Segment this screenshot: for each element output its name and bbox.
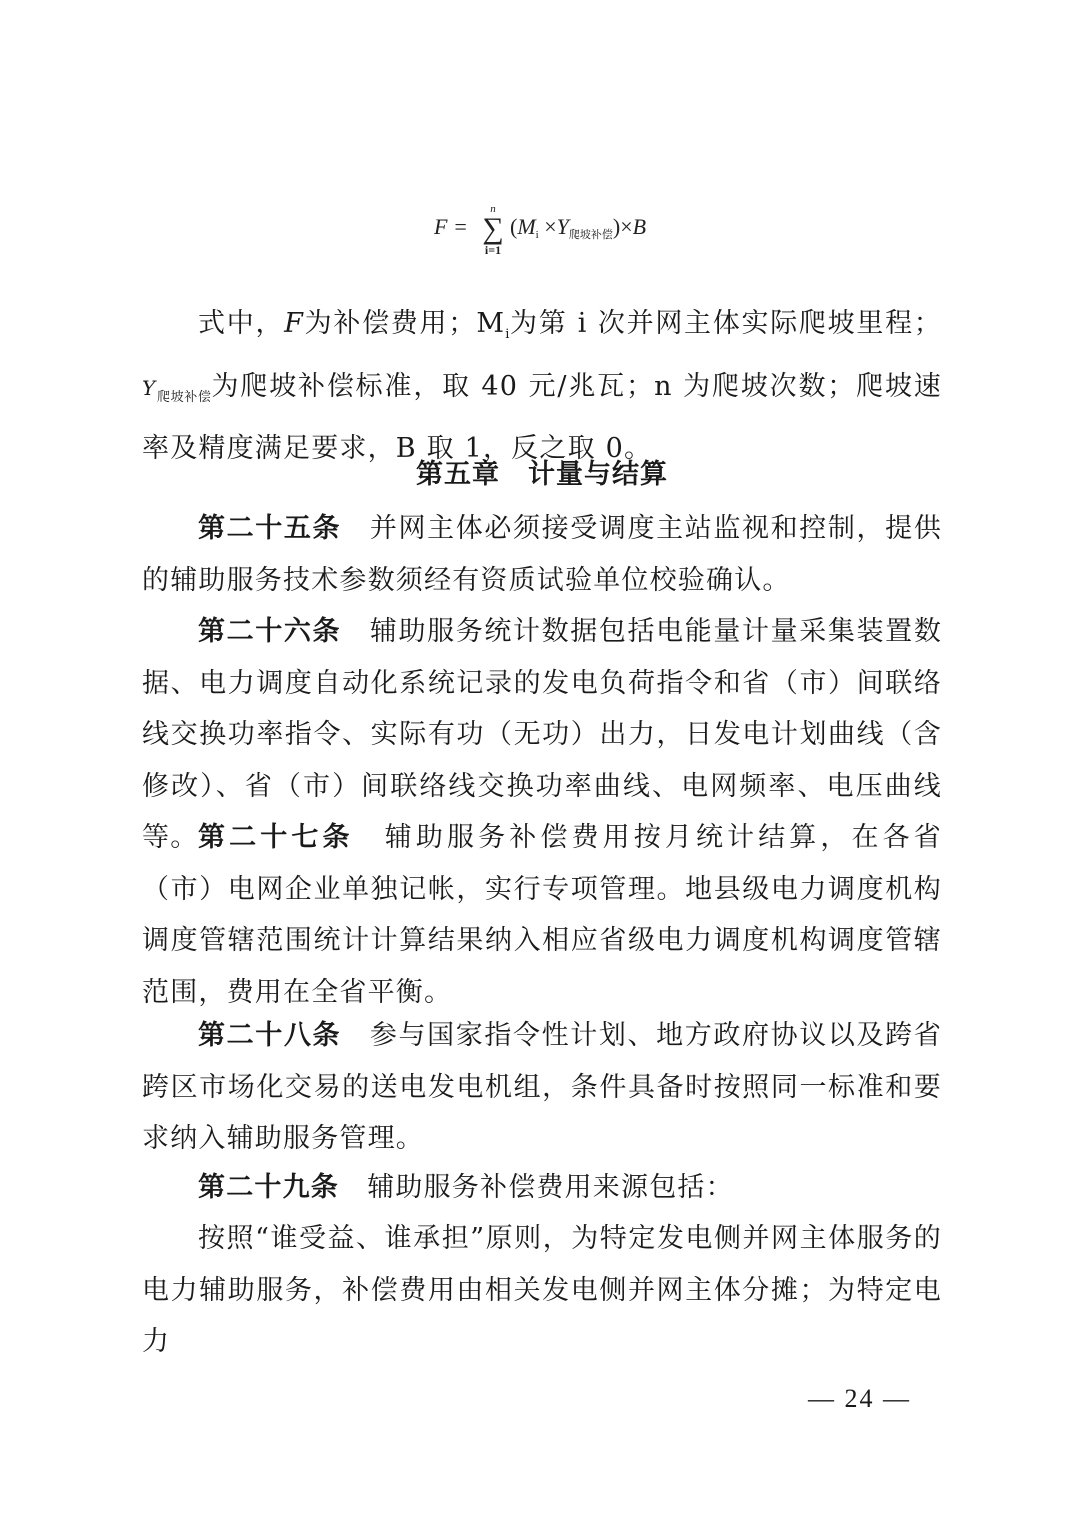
sigma-glyph: ∑ (482, 212, 504, 245)
formula-lhs: F = (434, 214, 468, 239)
formula-rhs (510, 214, 646, 242)
formula-y-sub: 爬坡补偿 (568, 229, 613, 241)
var-f: F (284, 308, 305, 339)
article-heading: 第二十六条 (198, 616, 342, 647)
paragraph-cost-sharing: 按照“谁受益、谁承担”原则，为特定发电侧并网主体服务的电力辅助服务，补偿费用由相关发电侧并网主体分摊；为特定电力 (142, 1223, 942, 1357)
chapter-heading (142, 452, 942, 498)
article-27 (142, 812, 942, 1018)
article-28 (142, 1010, 942, 1165)
article-body: 辅助服务统计数据包括电能量计量采集装置数据、电力调度自动化系统记录的发电负荷指令和省（市）间联络线交换功率指令、实际有功（无功）出力，日发电计划曲线（含修改）、省（市）间联络线交换功率曲线、电网频率、电压曲线等。 (142, 616, 943, 853)
var-y-sub: 爬坡补偿 (156, 389, 212, 405)
text-run: 为第 i 次并网主体实际爬坡里程； (509, 308, 943, 339)
var-m-sub: i (505, 327, 510, 342)
formula-y: Y (556, 214, 569, 239)
sum-upper-limit: n (490, 203, 496, 215)
formula-b: B (632, 214, 647, 239)
article-body: 参与国家指令性计划、地方政府协议以及跨省跨区市场化交易的送电发电机组，条件具备时按照同一标准和要求纳入辅助服务管理。 (142, 1020, 943, 1154)
article-heading: 第二十九条 (198, 1172, 339, 1203)
chapter-number: 第五章 (416, 459, 500, 490)
article-25 (142, 503, 942, 606)
page-number: — 24 — (808, 1384, 911, 1413)
formula-m-sub: i (535, 229, 539, 241)
article-body: 并网主体必须接受调度主站监视和控制，提供的辅助服务技术参数须经有资质试验单位校验确认。 (142, 513, 943, 596)
article-heading: 第二十八条 (198, 1020, 342, 1051)
article-heading: 第二十七条 (198, 822, 354, 853)
formula-close: )× (612, 214, 633, 239)
text-run: 为补偿费用；M (304, 308, 506, 339)
article-heading: 第二十五条 (198, 513, 342, 544)
formula-m: M (517, 214, 536, 239)
var-y: Y (142, 375, 157, 400)
formula-explanation (142, 298, 942, 475)
chapter-title: 计量与结算 (528, 459, 668, 490)
article-body: 辅助服务补偿费用按月统计结算，在各省（市）电网企业单独记帐，实行专项管理。地县级电力调度机构调度管辖范围统计计算结果纳入相应省级电力调度机构调度管辖范围，费用在全省平衡。 (142, 822, 942, 1008)
text-run: 为爬坡补偿标准，取 40 元/兆瓦；n 为爬坡次数；爬坡速率及精度满足要求，B 取 1，反之取 0。 (142, 370, 942, 464)
sum-lower-limit: i=1 (484, 243, 502, 257)
formula-times: × (538, 214, 557, 239)
article-body: 辅助服务补偿费用来源包括： (367, 1172, 734, 1203)
summation-symbol (476, 204, 510, 256)
formula-open-paren: ( (510, 214, 518, 239)
article-29 (142, 1162, 942, 1214)
text-run: 式中， (198, 308, 285, 339)
